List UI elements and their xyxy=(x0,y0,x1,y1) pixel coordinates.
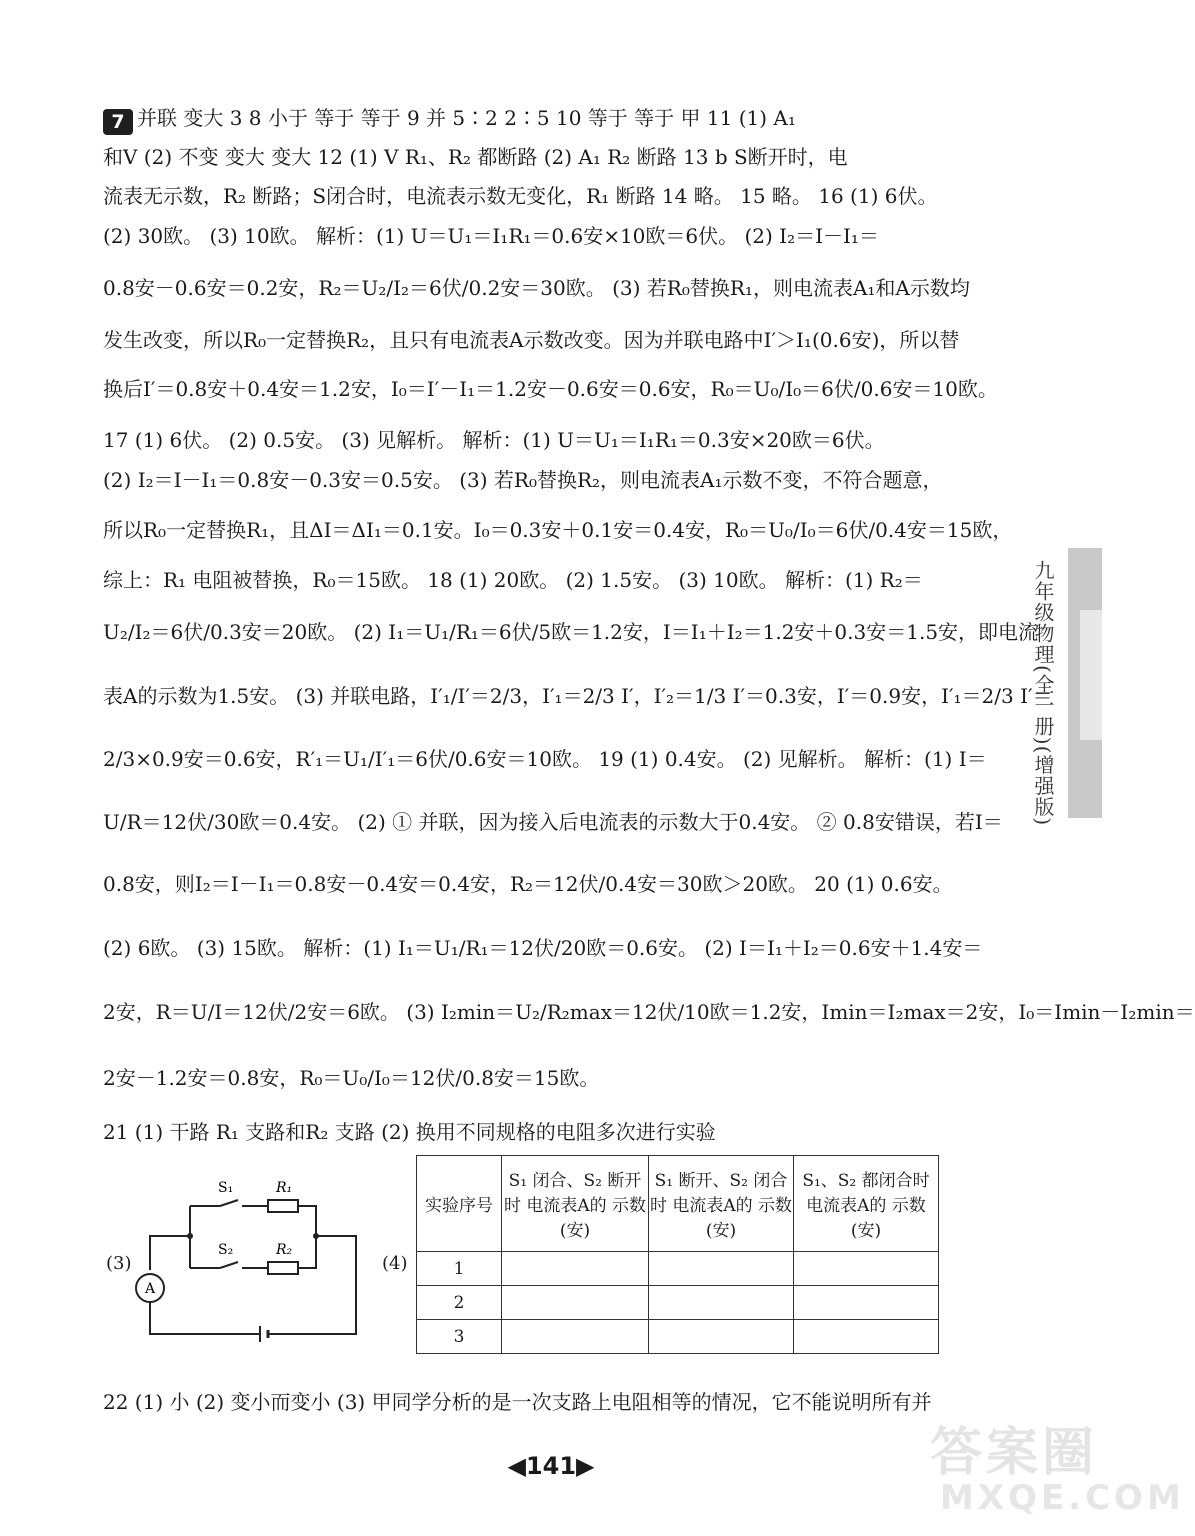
switch-s1-icon xyxy=(220,1200,238,1206)
junction-dot xyxy=(313,1233,319,1239)
s1-label: S₁ xyxy=(218,1180,234,1196)
q-number: 7 xyxy=(103,109,133,135)
table-cell xyxy=(502,1320,649,1354)
text-line-7: 换后I′＝0.8安＋0.4安＝1.2安，I₀＝I′－I₁＝1.2安－0.6安＝0.6安，R₀＝U₀/I₀＝6伏/0.6安＝10欧。 xyxy=(103,377,998,401)
table-cell xyxy=(502,1252,649,1286)
table-row xyxy=(417,1320,939,1354)
resistor-r2-icon xyxy=(268,1262,298,1274)
text-line-4: (2) 30欧。 (3) 10欧。 解析：(1) U＝U₁＝I₁R₁＝0.6安×10欧＝6伏。 (2) I₂＝I－I₁＝ xyxy=(103,224,879,248)
table-row xyxy=(417,1286,939,1320)
text-line-13: 表A的示数为1.5安。 (3) 并联电路，I′₁/I′＝2/3，I′₁＝2/3 I′，I′₂＝1/3 I′＝0.3安，I′＝0.9安，I′₁＝2/3 I′＝ xyxy=(103,684,1053,708)
text-line-20: 21 (1) 干路 R₁ 支路和R₂ 支路 (2) 换用不同规格的电阻多次进行实验 xyxy=(103,1120,716,1144)
table-cell xyxy=(502,1286,649,1320)
text-line-16: 0.8安，则I₂＝I－I₁＝0.8安－0.4安＝0.4安，R₂＝12伏/0.4安＝30欧＞20欧。 20 (1) 0.6安。 xyxy=(103,872,953,896)
part4-label: (4) xyxy=(382,1253,408,1274)
table-cell xyxy=(794,1252,939,1286)
experiment-table xyxy=(416,1155,939,1354)
text-line-10: 所以R₀一定替换R₁，且ΔI＝ΔI₁＝0.1安。I₀＝0.3安＋0.1安＝0.4安，R₀＝U₀/I₀＝6伏/0.4安＝15欧， xyxy=(103,518,1013,542)
junction-dot xyxy=(187,1233,193,1239)
text-line-18: 2安，R＝U/I＝12伏/2安＝6欧。 (3) I₂min＝U₂/R₂max＝12伏/10欧＝1.2安，Imin＝I₂max＝2安，I₀＝Imin－I₂min＝ xyxy=(103,1000,1195,1024)
table-header-row xyxy=(417,1156,939,1252)
table-cell: 1 xyxy=(417,1252,502,1286)
text-line-21: 22 (1) 小 (2) 变小而变小 (3) 甲同学分析的是一次支路上电阻相等的情况，它不能说明所有并 xyxy=(103,1390,932,1414)
text-line-14: 2/3×0.9安＝0.6安，R′₁＝U₁/I′₁＝6伏/0.6安＝10欧。 19 (1) 0.4安。 (2) 见解析。 解析：(1) I＝ xyxy=(103,747,987,771)
r1-label: R₁ xyxy=(276,1180,293,1196)
s2-label: S₂ xyxy=(218,1242,234,1258)
table-cell xyxy=(649,1320,794,1354)
table-header-cell: S₁ 断开、S₂ 闭合时 电流表A的 示数(安) xyxy=(649,1156,794,1252)
text-line-8: 17 (1) 6伏。 (2) 0.5安。 (3) 见解析。 解析：(1) U＝U₁＝I₁R₁＝0.3安×20欧＝6伏。 xyxy=(103,428,885,452)
table-cell: 3 xyxy=(417,1320,502,1354)
text-line-1: 7 并联 变大 3 8 小于 等于 等于 9 并 5∶2 2∶5 10 等于 等于 甲 11 (1) A₁ xyxy=(103,104,796,135)
text-line-19: 2安－1.2安＝0.8安，R₀＝U₀/I₀＝12伏/0.8安＝15欧。 xyxy=(103,1066,600,1090)
page-number: ◀141▶ xyxy=(507,1452,595,1480)
watermark-logo: 答案圈 xyxy=(930,1423,1099,1483)
table-header-cell: S₁、S₂ 都闭合时 电流表A的 示数(安) xyxy=(794,1156,939,1252)
table-cell xyxy=(649,1252,794,1286)
text-line-3: 流表无示数，R₂ 断路；S闭合时，电流表示数无变化，R₁ 断路 14 略。 15 略。 16 (1) 6伏。 xyxy=(103,184,938,208)
side-tab-highlight xyxy=(1080,610,1102,740)
table-row xyxy=(417,1252,939,1286)
text-line-15: U/R＝12伏/30欧＝0.4安。 (2) ① 并联，因为接入后电流表的示数大于0.4安。 ② 0.8安错误，若I＝ xyxy=(103,810,1003,834)
text-line-11: 综上：R₁ 电阻被替换，R₀＝15欧。 18 (1) 20欧。 (2) 1.5安。 (3) 10欧。 解析：(1) R₂＝ xyxy=(103,568,923,592)
circuit-diagram xyxy=(130,1170,370,1340)
switch-s2-icon xyxy=(220,1262,238,1268)
resistor-r1-icon xyxy=(268,1200,298,1212)
text-line-5: 0.8安－0.6安＝0.2安，R₂＝U₂/I₂＝6伏/0.2安＝30欧。 (3) 若R₀替换R₁，则电流表A₁和A示数均 xyxy=(103,276,970,300)
book-title-sidebar: 九年级物理(全一册)(增强版) xyxy=(1031,560,1055,827)
text-line-2: 和V (2) 不变 变大 变大 12 (1) V R₁、R₂ 都断路 (2) A₁ R₂ 断路 13 b S断开时，电 xyxy=(103,145,848,169)
wire xyxy=(150,1302,260,1334)
wire xyxy=(150,1236,190,1270)
part3-label: (3) xyxy=(106,1253,132,1274)
table-header-cell: 实验序号 xyxy=(417,1156,502,1252)
table-cell xyxy=(649,1286,794,1320)
watermark-url: MXQE.COM xyxy=(940,1478,1185,1518)
table-header-cell: S₁ 闭合、S₂ 断开时 电流表A的 示数(安) xyxy=(502,1156,649,1252)
ammeter-label: A xyxy=(145,1281,156,1297)
r2-label: R₂ xyxy=(276,1242,293,1258)
text-line-17: (2) 6欧。 (3) 15欧。 解析：(1) I₁＝U₁/R₁＝12伏/20欧＝0.6安。 (2) I＝I₁＋I₂＝0.6安＋1.4安＝ xyxy=(103,936,983,960)
text-line-12: U₂/I₂＝6伏/0.3安＝20欧。 (2) I₁＝U₁/R₁＝6伏/5欧＝1.2安，I＝I₁＋I₂＝1.2安＋0.3安＝1.5安，即电流 xyxy=(103,620,1039,644)
text-line-6: 发生改变，所以R₀一定替换R₂，且只有电流表A示数改变。因为并联电路中I′＞I₁(0.6安)，所以替 xyxy=(103,328,960,352)
text-line-9: (2) I₂＝I－I₁＝0.8安－0.3安＝0.5安。 (3) 若R₀替换R₂，则电流表A₁示数不变，不符合题意， xyxy=(103,468,943,492)
table-cell xyxy=(794,1286,939,1320)
table-cell: 2 xyxy=(417,1286,502,1320)
table-cell xyxy=(794,1320,939,1354)
